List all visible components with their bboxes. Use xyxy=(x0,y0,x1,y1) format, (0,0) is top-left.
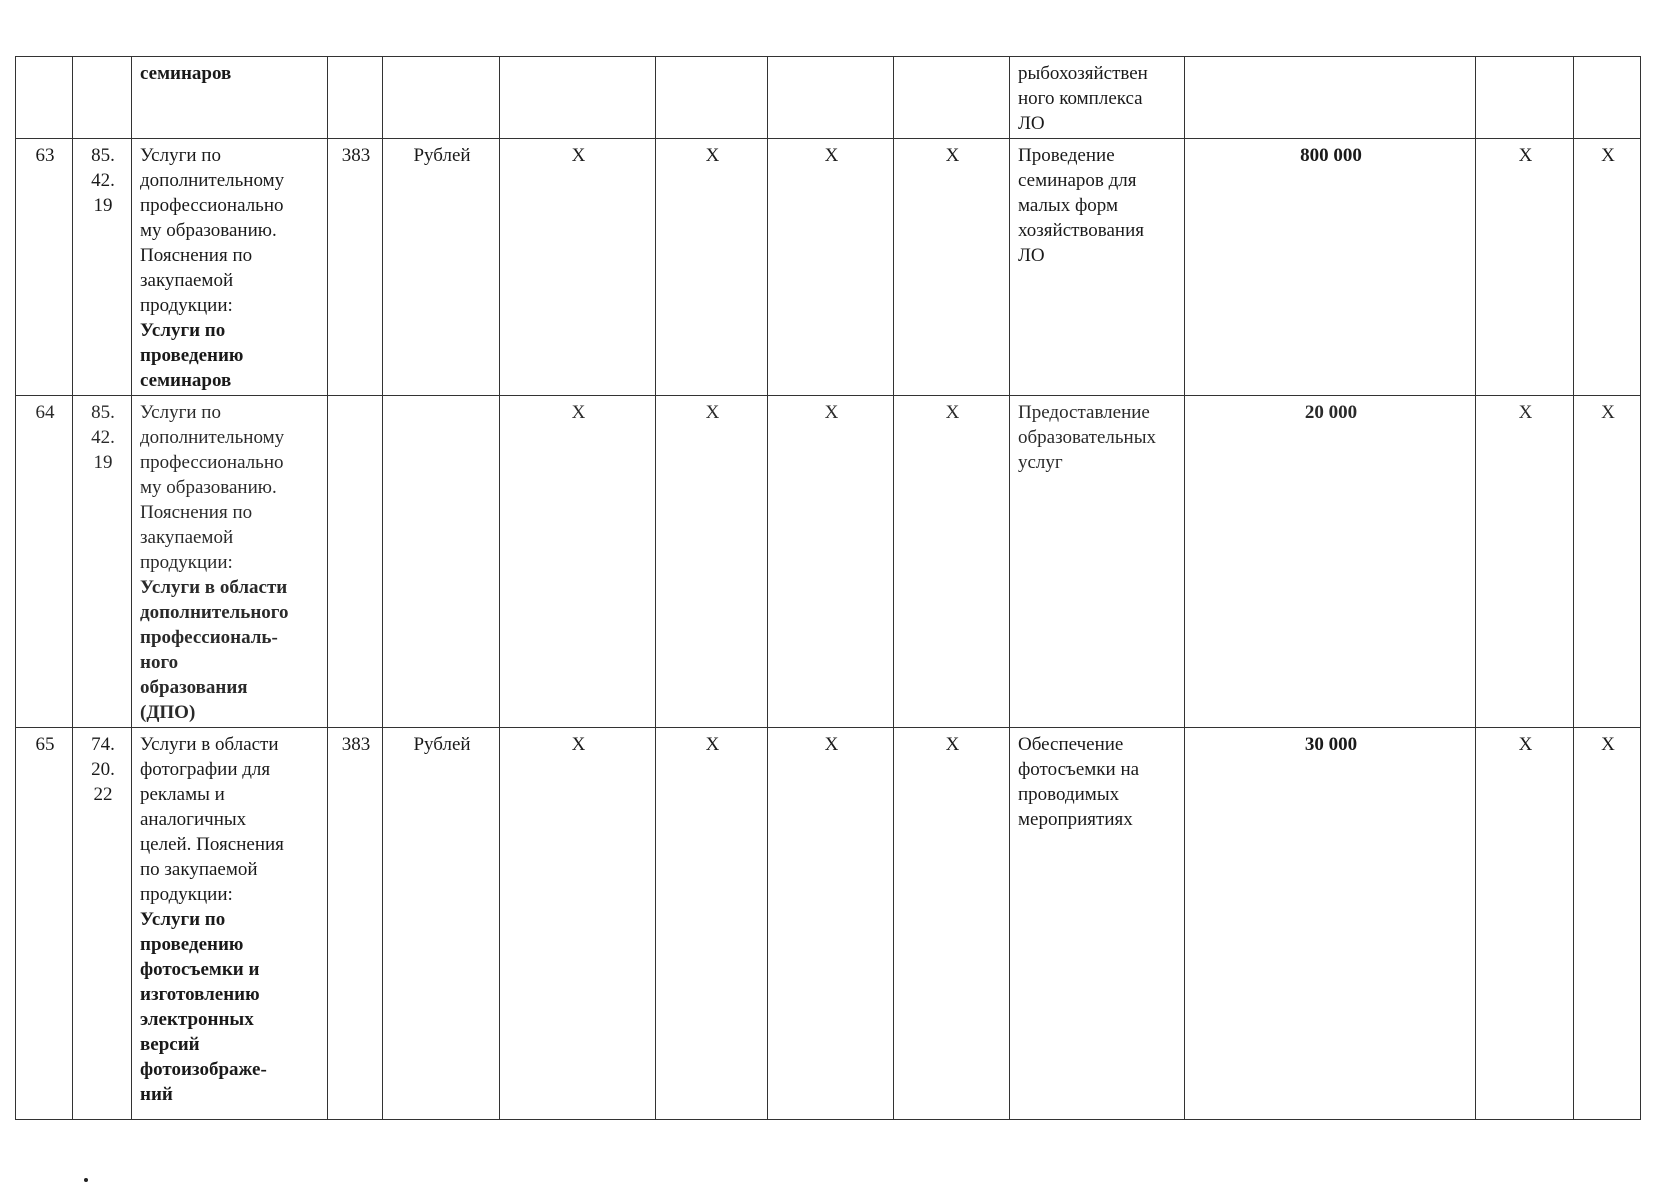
table-row-continuation xyxy=(16,57,1641,139)
description-line: целей. Пояснения xyxy=(140,834,284,855)
description-bold-line: (ДПО) xyxy=(140,702,196,723)
description-line: му образованию. xyxy=(140,477,277,498)
description-bold-line: образования xyxy=(140,677,248,698)
cell-x: Х xyxy=(500,139,656,396)
cell-x: Х xyxy=(1476,728,1574,1120)
description-line: Услуги в области xyxy=(140,734,279,755)
cell-purpose xyxy=(1010,139,1185,396)
description-line: профессионально xyxy=(140,452,284,473)
description-line: Услуги по xyxy=(140,145,221,166)
description-line: аналогичных xyxy=(140,809,247,830)
description-line: закупаемой xyxy=(140,527,234,548)
cell-unit: Рублей xyxy=(383,728,500,1120)
description-bold-line: дополнительного xyxy=(140,602,289,623)
cell-okei xyxy=(328,396,383,728)
cell-x: Х xyxy=(1574,139,1641,396)
code-part: 42. xyxy=(91,427,115,448)
cell-purpose xyxy=(1010,396,1185,728)
cell-x: Х xyxy=(656,728,768,1120)
purpose-line: ЛО xyxy=(1018,113,1045,134)
purpose-line: рыбохозяйствен xyxy=(1018,63,1148,84)
purpose-line: фотосъемки на xyxy=(1018,759,1140,780)
purpose-line: образовательных xyxy=(1018,427,1156,448)
cell-num: 65 xyxy=(16,728,73,1120)
purpose-line: Предоставление xyxy=(1018,402,1150,423)
cell-purpose xyxy=(1010,57,1185,139)
cell-code xyxy=(73,139,132,396)
description-bold-line: фотоизображе- xyxy=(140,1059,267,1080)
code-part: 74. xyxy=(91,734,115,755)
cell-code xyxy=(73,57,132,139)
description-line: продукции: xyxy=(140,884,233,905)
cell-num: 63 xyxy=(16,139,73,396)
description-line: продукции: xyxy=(140,552,233,573)
cell-x xyxy=(1476,57,1574,139)
purpose-line: хозяйствования xyxy=(1018,220,1144,241)
description-bold-line: Услуги по xyxy=(140,909,226,930)
description-tail: семинаров xyxy=(140,63,232,84)
cell-x: Х xyxy=(1574,396,1641,728)
code-part: 85. xyxy=(91,145,115,166)
description-bold-line: Услуги в области xyxy=(140,577,288,598)
cell-x: Х xyxy=(1476,139,1574,396)
cell-x: Х xyxy=(500,728,656,1120)
description-line: профессионально xyxy=(140,195,284,216)
description-bold-line: фотосъемки и xyxy=(140,959,260,980)
description-line: дополнительному xyxy=(140,427,285,448)
cell-x xyxy=(894,57,1010,139)
purpose-line: Обеспечение xyxy=(1018,734,1124,755)
cell-x: Х xyxy=(894,139,1010,396)
procurement-plan-table xyxy=(15,56,1641,1120)
cell-unit xyxy=(383,57,500,139)
code-part: 19 xyxy=(93,195,113,216)
cell-x xyxy=(500,57,656,139)
cell-x: Х xyxy=(768,396,894,728)
description-line: продукции: xyxy=(140,295,233,316)
cell-amount: 800 000 xyxy=(1185,139,1476,396)
purpose-line: услуг xyxy=(1018,452,1063,473)
cell-amount xyxy=(1185,57,1476,139)
cell-amount: 20 000 xyxy=(1185,396,1476,728)
description-bold-line: семинаров xyxy=(140,370,232,391)
description-line: му образованию. xyxy=(140,220,277,241)
cell-okei: 383 xyxy=(328,728,383,1120)
cell-x xyxy=(768,57,894,139)
cell-x: Х xyxy=(768,139,894,396)
code-part: 85. xyxy=(91,402,115,423)
cell-x: Х xyxy=(894,396,1010,728)
cell-x: Х xyxy=(894,728,1010,1120)
description-line: Пояснения по xyxy=(140,245,253,266)
table-row xyxy=(16,396,1641,728)
description-bold-line: Услуги по xyxy=(140,320,226,341)
description-line: Услуги по xyxy=(140,402,221,423)
description-bold-line: версий xyxy=(140,1034,200,1055)
cell-x: Х xyxy=(500,396,656,728)
purpose-line: ного комплекса xyxy=(1018,88,1143,109)
cell-okei: 383 xyxy=(328,139,383,396)
code-part: 20. xyxy=(91,759,115,780)
description-bold-line: электронных xyxy=(140,1009,254,1030)
cell-x xyxy=(1574,57,1641,139)
cell-code xyxy=(73,728,132,1120)
procurement-table-sheet xyxy=(15,56,1640,1120)
cell-description xyxy=(132,139,328,396)
code-part: 42. xyxy=(91,170,115,191)
description-bold-line: проведению xyxy=(140,345,244,366)
cell-purpose xyxy=(1010,728,1185,1120)
cell-x: Х xyxy=(1476,396,1574,728)
cell-x: Х xyxy=(656,396,768,728)
cell-description xyxy=(132,57,328,139)
cell-x: Х xyxy=(1574,728,1641,1120)
description-line: фотографии для xyxy=(140,759,271,780)
description-bold-line: изготовлению xyxy=(140,984,260,1005)
description-bold-line: профессиональ- xyxy=(140,627,278,648)
code-part: 22 xyxy=(93,784,113,805)
description-line: рекламы и xyxy=(140,784,225,805)
cell-unit xyxy=(383,396,500,728)
cell-x: Х xyxy=(768,728,894,1120)
purpose-line: малых форм xyxy=(1018,195,1119,216)
cell-x xyxy=(656,57,768,139)
cell-description xyxy=(132,728,328,1120)
purpose-line: ЛО xyxy=(1018,245,1045,266)
cell-amount: 30 000 xyxy=(1185,728,1476,1120)
purpose-line: Проведение xyxy=(1018,145,1115,166)
description-bold-line: проведению xyxy=(140,934,244,955)
cell-x: Х xyxy=(656,139,768,396)
purpose-line: семинаров для xyxy=(1018,170,1137,191)
cell-unit: Рублей xyxy=(383,139,500,396)
description-line: дополнительному xyxy=(140,170,285,191)
purpose-line: проводимых xyxy=(1018,784,1120,805)
description-line: Пояснения по xyxy=(140,502,253,523)
cell-code xyxy=(73,396,132,728)
code-part: 19 xyxy=(93,452,113,473)
description-line: закупаемой xyxy=(140,270,234,291)
scan-speck xyxy=(84,1178,88,1182)
description-bold-line: ного xyxy=(140,652,179,673)
purpose-line: мероприятиях xyxy=(1018,809,1133,830)
table-row xyxy=(16,139,1641,396)
description-line: по закупаемой xyxy=(140,859,258,880)
cell-okei xyxy=(328,57,383,139)
table-row xyxy=(16,728,1641,1120)
cell-num: 64 xyxy=(16,396,73,728)
cell-description xyxy=(132,396,328,728)
description-bold-line: ний xyxy=(140,1084,173,1105)
cell-num xyxy=(16,57,73,139)
